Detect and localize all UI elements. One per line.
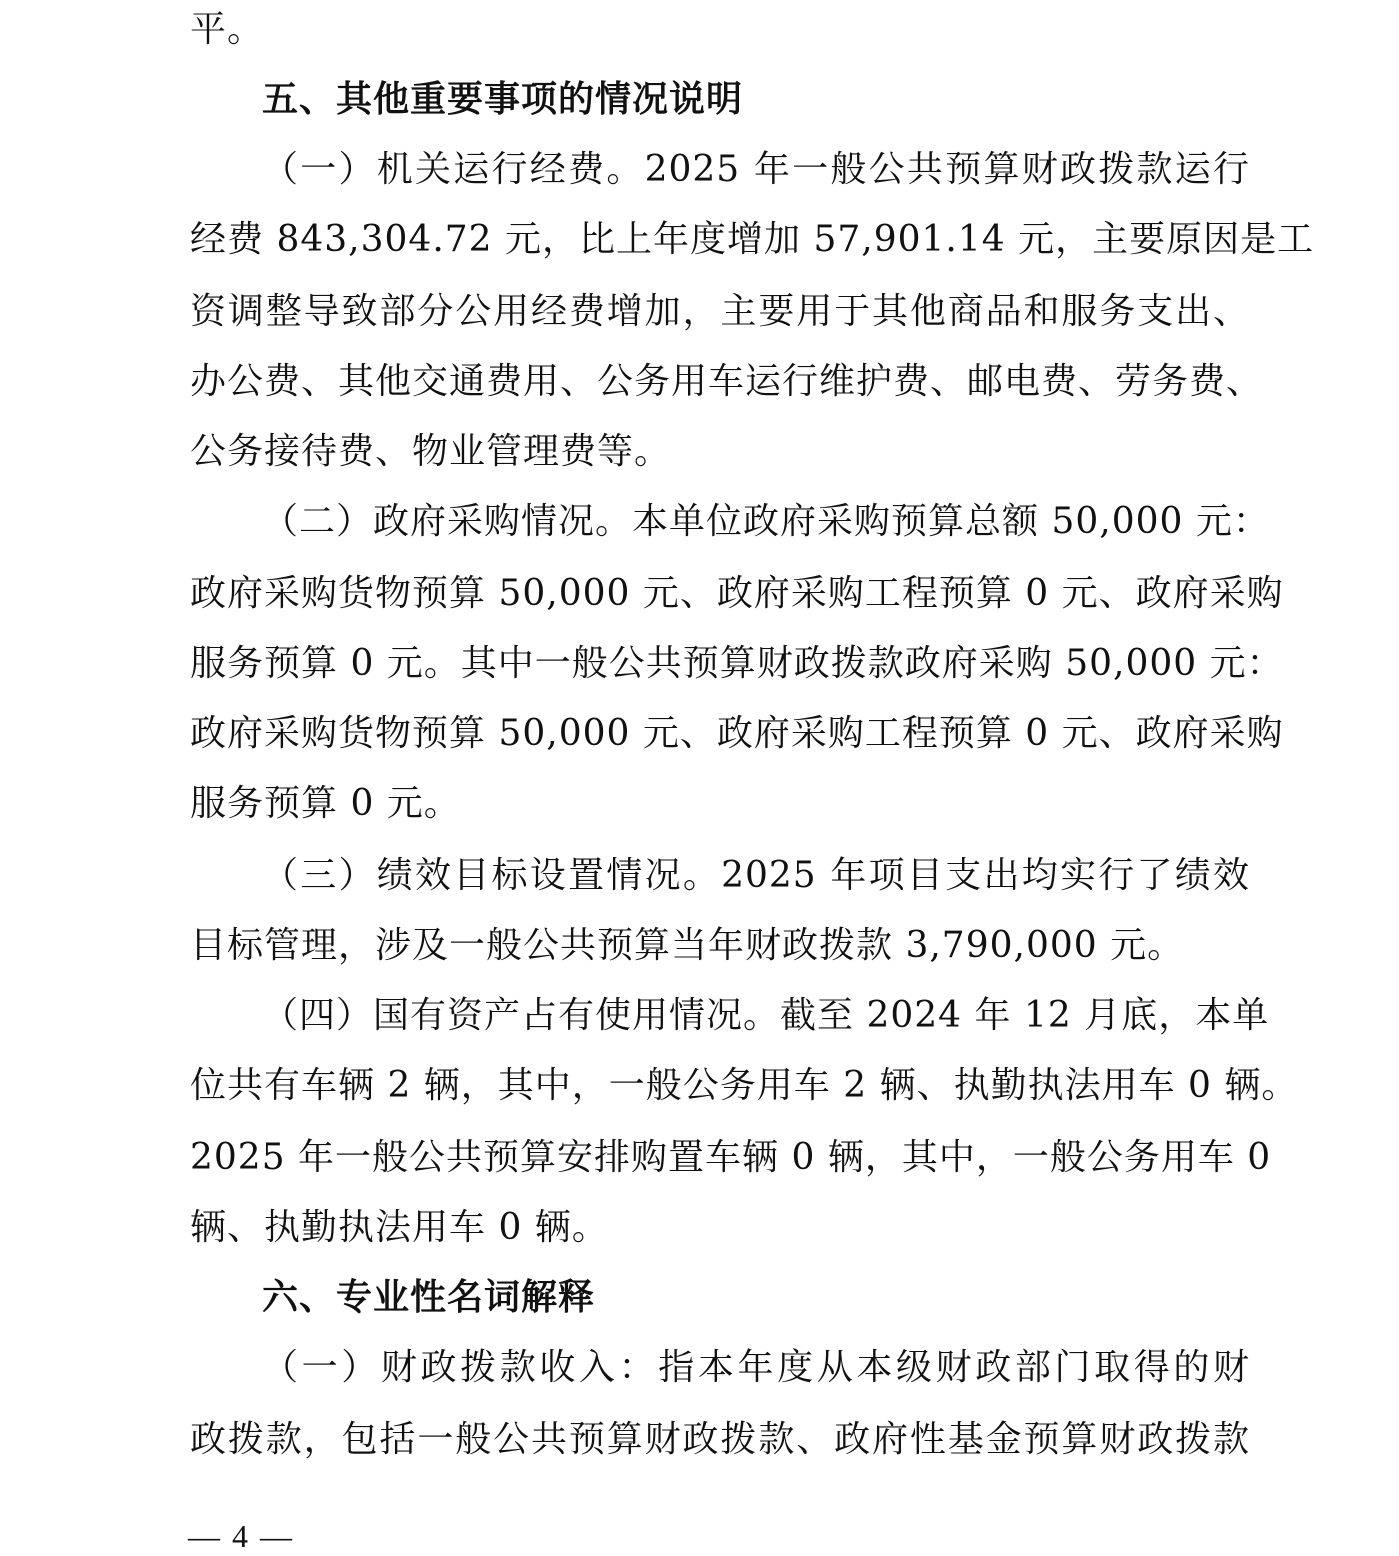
section-heading-six: 六、专业性名词解释 <box>262 1277 596 1318</box>
paragraph-line: 政拨款，包括一般公共预算财政拨款、政府性基金预算财政拨款 <box>190 1419 1250 1460</box>
paragraph-line: 服务预算 0 元。 <box>190 783 461 824</box>
page-number: — 4 — <box>188 1518 294 1554</box>
paragraph-line: 政府采购货物预算 50,000 元、政府采购工程预算 0 元、政府采购 <box>190 713 1284 754</box>
paragraph-line: 平。 <box>190 9 265 50</box>
paragraph-line: 服务预算 0 元。其中一般公共预算财政拨款政府采购 50,000 元： <box>190 643 1284 684</box>
paragraph-line: 经费 843,304.72 元，比上年度增加 57,901.14 元，主要原因是工 <box>190 219 1315 260</box>
paragraph-line: （一）机关运行经费。2025 年一般公共预算财政拨款运行 <box>262 149 1250 190</box>
paragraph-line: （二）政府采购情况。本单位政府采购预算总额 50,000 元： <box>262 501 1270 542</box>
paragraph-line: （四）国有资产占有使用情况。截至 2024 年 12 月底，本单 <box>262 995 1270 1036</box>
paragraph-line: 政府采购货物预算 50,000 元、政府采购工程预算 0 元、政府采购 <box>190 573 1284 614</box>
paragraph-line: 公务接待费、物业管理费等。 <box>190 431 672 472</box>
paragraph-line: 位共有车辆 2 辆，其中，一般公务用车 2 辆、执勤执法用车 0 辆。 <box>190 1065 1299 1106</box>
paragraph-line: （一）财政拨款收入：指本年度从本级财政部门取得的财 <box>262 1347 1250 1388</box>
paragraph-line: 2025 年一般公共预算安排购置车辆 0 辆，其中，一般公务用车 0 <box>190 1137 1272 1178</box>
paragraph-line: 辆、执勤执法用车 0 辆。 <box>190 1207 609 1248</box>
paragraph-line: 目标管理，涉及一般公共预算当年财政拨款 3,790,000 元。 <box>190 925 1185 966</box>
paragraph-line: 资调整导致部分公用经费增加，主要用于其他商品和服务支出、 <box>190 291 1250 332</box>
section-heading-five: 五、其他重要事项的情况说明 <box>262 79 744 120</box>
paragraph-line: （三）绩效目标设置情况。2025 年项目支出均实行了绩效 <box>262 855 1250 896</box>
paragraph-line: 办公费、其他交通费用、公务用车运行维护费、邮电费、劳务费、 <box>190 361 1264 402</box>
